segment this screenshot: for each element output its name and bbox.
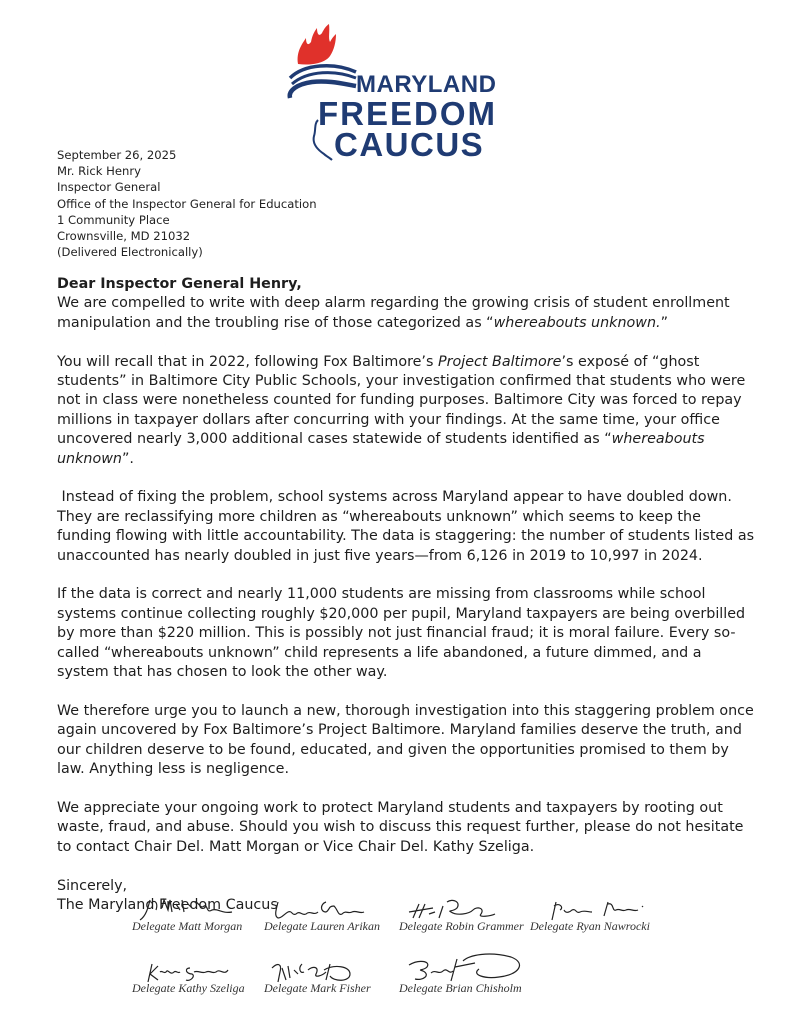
signature-ryan-nawrocki bbox=[530, 896, 660, 936]
signature-lauren-arikan bbox=[264, 896, 394, 936]
salutation: Dear Inspector General Henry, bbox=[57, 276, 302, 292]
paragraph-1 bbox=[57, 294, 757, 333]
signature-mark-fisher bbox=[264, 958, 394, 998]
signatory-name: Delegate Lauren Arikan bbox=[264, 919, 380, 933]
address-block bbox=[57, 147, 317, 260]
logo-text-caucus: CAUCUS bbox=[334, 126, 485, 163]
signature-kathy-szeliga bbox=[132, 958, 252, 998]
paragraph-5: We therefore urge you to launch a new, thorough investigation into this staggering problem once again uncovered by Fox Baltimore’s Project Baltimore. Maryland families deserve the truth, and our children deserve to be found, educated, and given the opportunities promised to them by law. Anything less is negligence. bbox=[57, 702, 754, 778]
paragraph-3: Instead of fixing the problem, school systems across Maryland appear to have doubled down. They are reclassifying more children as “whereabouts unknown” which seems to keep the funding flowing with little accountability. The data is staggering: the number of students listed as unaccounted has nearly doubled in just five years—from 6,126 in 2019 to 10,997 in 2024. bbox=[57, 489, 759, 564]
paragraph-2-emphasis-whereabouts: whereabouts unknown bbox=[57, 431, 705, 467]
signatory-name: Delegate Matt Morgan bbox=[132, 919, 243, 933]
signature-block-org: The Maryland Freedom Caucus bbox=[57, 896, 278, 913]
paragraph-6: We appreciate your ongoing work to protect Maryland students and taxpayers by rooting out waste, fraud, and abuse. Should you wish to discuss this request further, please do not hesitate to contact Chair Del. Matt Morgan or Vice Chair Del. Kathy Szeliga. bbox=[57, 799, 744, 855]
recipient-title: Inspector General bbox=[57, 180, 161, 195]
letter-body bbox=[57, 275, 757, 915]
paragraph-2-text-c: ”. bbox=[121, 450, 134, 467]
signatory-name: Delegate Robin Grammer bbox=[399, 919, 524, 933]
paragraph-1-text: We are compelled to write with deep alarm regarding the growing crisis of student enrollment manipulation and the troubling rise of those categorized as “ bbox=[57, 295, 730, 331]
recipient-name: Mr. Rick Henry bbox=[57, 164, 141, 179]
logo-text-freedom: FREEDOM bbox=[318, 95, 497, 132]
delivery-note: (Delivered Electronically) bbox=[57, 245, 203, 260]
paragraph-2 bbox=[57, 353, 757, 469]
recipient-office: Office of the Inspector General for Education bbox=[57, 196, 317, 211]
paragraph-2-text-a: You will recall that in 2022, following Fox Baltimore’s bbox=[57, 353, 438, 370]
signature-matt-morgan bbox=[132, 896, 252, 936]
paragraph-1-close-quote: ” bbox=[660, 314, 668, 331]
recipient-city-state-zip: Crownsville, MD 21032 bbox=[57, 229, 191, 244]
letter-date: September 26, 2025 bbox=[57, 148, 177, 162]
paragraph-2-text-b: ’s exposé of “ghost students” in Baltimore City Public Schools, your investigation confirmed that students who were not in class were nonetheless counted for funding purposes. Baltimore City was forced to repay millions in taxpayer dollars after concurring with your findings. At the same time, your office uncovered nearly 3,000 additional cases statewide of students identified as “ bbox=[57, 353, 746, 448]
letterhead-logo bbox=[284, 24, 497, 164]
logo-text-maryland: MARYLAND bbox=[356, 71, 497, 98]
signature-robin-grammer bbox=[399, 896, 529, 936]
closing: Sincerely, bbox=[57, 877, 128, 894]
paragraph-2-emphasis-project: Project Baltimore bbox=[437, 353, 562, 370]
paragraph-1-emphasis: whereabouts unknown. bbox=[493, 314, 661, 331]
signatory-name: Delegate Brian Chisholm bbox=[399, 981, 522, 995]
signatory-name: Delegate Ryan Nawrocki bbox=[530, 919, 650, 933]
signature-brian-chisholm bbox=[399, 953, 539, 998]
paragraph-4: If the data is correct and nearly 11,000 students are missing from classrooms while school systems continue collecting roughly $20,000 per pupil, Maryland taxpayers are being overbilled by more than $220 million. This is possibly not just financial fraud; it is moral failure. Every so-called “whereabouts unknown” child represents a life abandoned, a future dimmed, and a system that has chosen to look the other way. bbox=[57, 586, 746, 681]
signatory-name: Delegate Mark Fisher bbox=[264, 981, 371, 995]
recipient-street: 1 Community Place bbox=[57, 212, 170, 227]
signatory-name: Delegate Kathy Szeliga bbox=[132, 981, 245, 995]
